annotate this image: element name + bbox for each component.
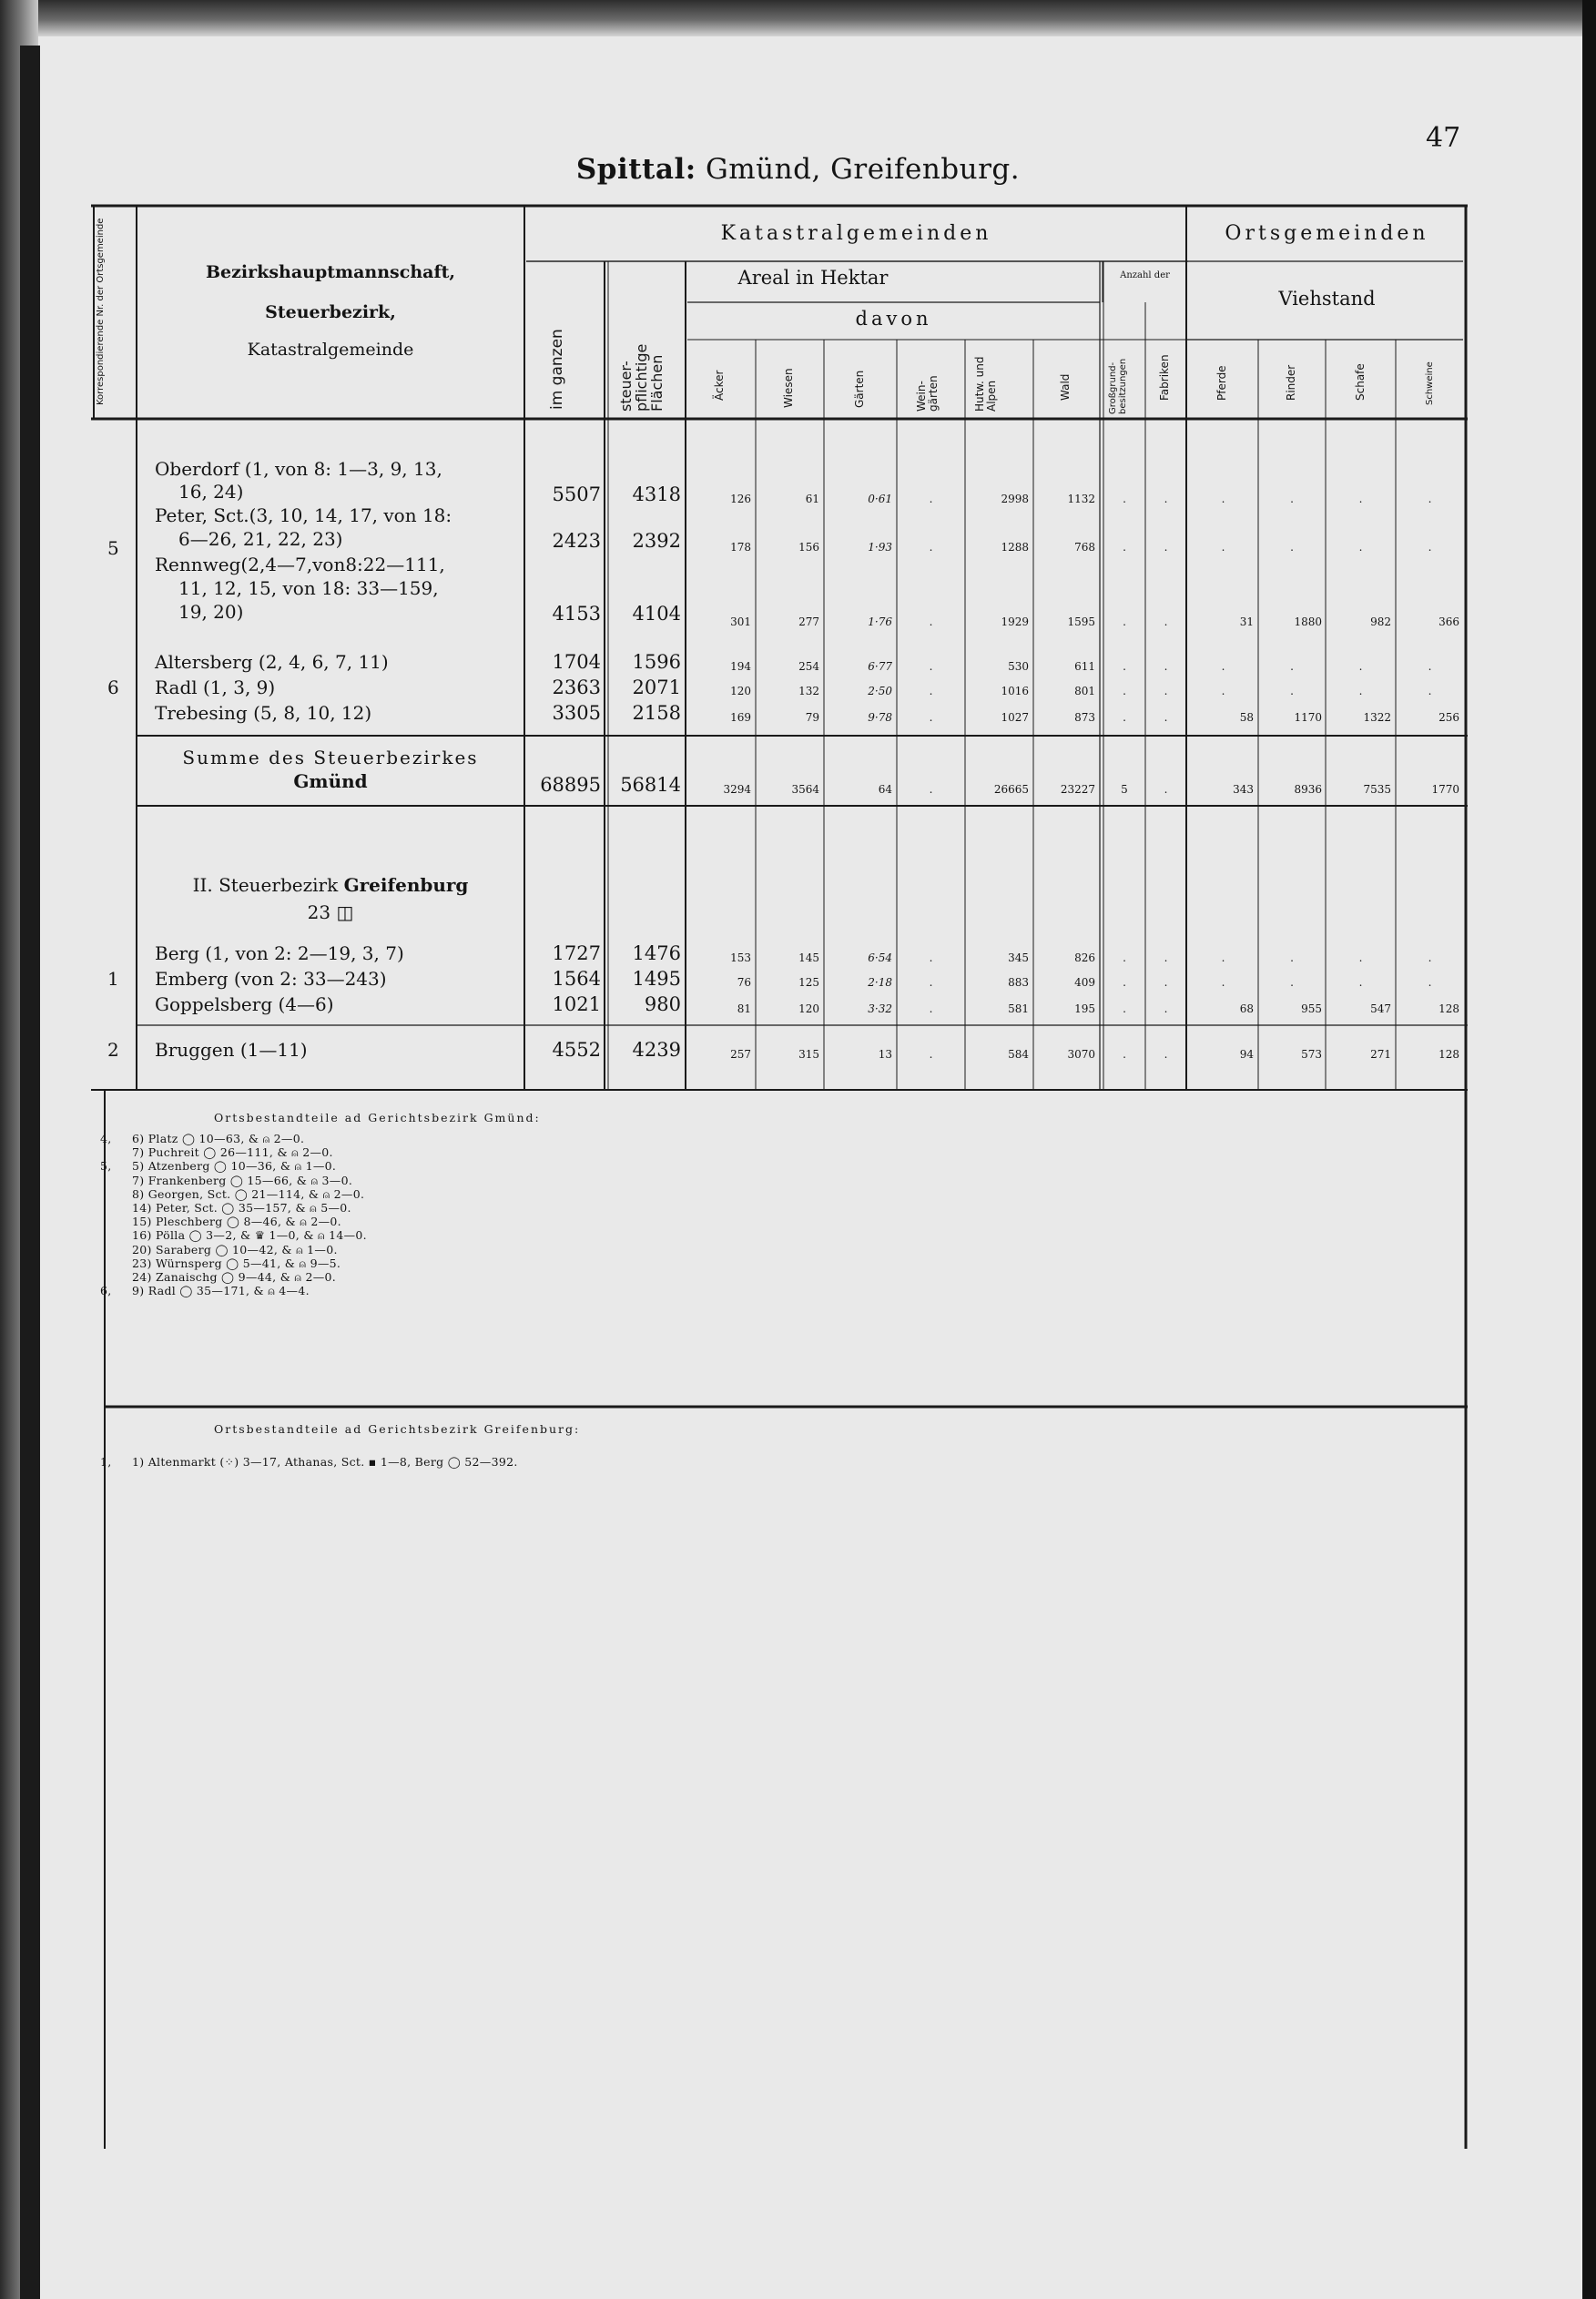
cell-weingaerten: . — [929, 493, 933, 505]
cell-wald: 768 — [1074, 541, 1095, 554]
cell-grossgrund: . — [1123, 1048, 1126, 1061]
cell-hutweiden: 530 — [1008, 660, 1029, 673]
row-name-line: Altersberg (2, 4, 6, 7, 11) — [155, 651, 389, 673]
cell-weingaerten: . — [929, 711, 933, 724]
cell-pferde: . — [1221, 951, 1225, 964]
schweine-header: Schweine — [1425, 361, 1435, 405]
cell-schweine: 1770 — [1431, 783, 1459, 796]
cell-rinder: . — [1290, 541, 1294, 554]
row-name-line: 11, 12, 15, von 18: 33—159, — [178, 577, 439, 599]
cell-wald: 23227 — [1060, 783, 1095, 796]
cell-grossgrund: . — [1123, 493, 1126, 505]
cell-im-ganzen: 1564 — [552, 968, 601, 990]
cell-wiesen: 315 — [798, 1048, 819, 1061]
cell-gaerten: 3·32 — [868, 1002, 892, 1015]
cell-wiesen: 145 — [798, 951, 819, 964]
davon-header: davon — [855, 308, 932, 330]
summary-label: Summe des Steuerbezirkes — [182, 747, 479, 768]
cell-schweine: . — [1428, 976, 1432, 989]
footnote-text: 5) Atzenberg ◯ 10—36, & ⍝ 1—0. — [132, 1159, 337, 1174]
footnote-text: 6) Platz ◯ 10—63, & ⍝ 2—0. — [132, 1132, 305, 1145]
nr-column-header: Korrespondierende Nr. der Ortsgemeinde — [96, 218, 106, 405]
cell-aecker: 3294 — [723, 783, 751, 796]
name-column-header-1: Bezirkshauptmannschaft, — [205, 262, 456, 282]
cell-gaerten: 9·78 — [868, 711, 892, 724]
cell-schafe: 7535 — [1363, 783, 1391, 796]
cell-grossgrund: 5 — [1121, 783, 1128, 796]
row-name-line: Trebesing (5, 8, 10, 12) — [155, 702, 372, 724]
cell-wald: 1595 — [1067, 615, 1095, 628]
cell-wald: 873 — [1074, 711, 1095, 724]
cell-im-ganzen: 1704 — [552, 651, 601, 673]
cell-schweine: . — [1428, 685, 1432, 697]
cell-wald: 826 — [1074, 951, 1095, 964]
cell-fabriken: . — [1164, 951, 1168, 964]
section-title-district: Greifenburg — [343, 874, 469, 896]
cell-grossgrund: . — [1123, 615, 1126, 628]
cell-aecker: 120 — [730, 685, 751, 697]
row-name: Emberg (von 2: 33—243) — [155, 968, 387, 990]
cell-grossgrund: . — [1123, 660, 1126, 673]
cell-wiesen: 132 — [798, 685, 819, 697]
cell-wiesen: 277 — [798, 615, 819, 628]
row-name: Berg (1, von 2: 2—19, 3, 7) — [155, 942, 404, 964]
footnote-text: 1) Altenmarkt (⁘) 3—17, Athanas, Sct. ▪ 1—8, Berg ◯ 52—392. — [132, 1455, 518, 1469]
cell-fabriken: . — [1164, 1048, 1168, 1061]
footnote-text: 20) Saraberg ◯ 10—42, & ⍝ 1—0. — [132, 1242, 338, 1256]
cell-wald: 611 — [1074, 660, 1095, 673]
cell-schweine: . — [1428, 541, 1432, 554]
cell-aecker: 126 — [730, 493, 751, 505]
name-column-header-3: Katastralgemeinde — [247, 340, 414, 360]
cell-schafe: 982 — [1370, 615, 1391, 628]
cell-rinder: . — [1290, 951, 1294, 964]
cell-wald: 801 — [1074, 685, 1095, 697]
cell-rinder: 1170 — [1294, 711, 1322, 724]
cell-pferde: . — [1221, 660, 1225, 673]
steuerpflichtige-header: steuer-pflichtige Flächen — [617, 343, 666, 412]
cell-schafe: . — [1358, 660, 1363, 673]
cell-steuerpflichtig: 2158 — [632, 702, 681, 724]
footnote-heading: Ortsbestandteile ad Gerichtsbezirk Gmünd: — [214, 1111, 541, 1124]
cell-wiesen: 61 — [805, 493, 819, 505]
cell-weingaerten: . — [929, 541, 933, 554]
cell-schafe: . — [1358, 541, 1363, 554]
cell-gaerten: 13 — [878, 1048, 892, 1061]
cell-hutweiden: 2998 — [1001, 493, 1029, 505]
row-name-line: Rennweg(2,4—7,von8:22—111, — [155, 554, 445, 575]
cell-rinder: 8936 — [1294, 783, 1322, 796]
cell-wald: 3070 — [1067, 1048, 1095, 1061]
aecker-header: Äcker — [713, 370, 726, 401]
page-title-district: Spittal: — [575, 153, 696, 186]
cell-grossgrund: . — [1123, 1002, 1126, 1015]
footnote-heading: Ortsbestandteile ad Gerichtsbezirk Greifenburg: — [214, 1422, 581, 1436]
cell-schafe: . — [1358, 976, 1363, 989]
footnote-text: 23) Würnsperg ◯ 5—41, & ⍝ 9—5. — [132, 1256, 341, 1270]
section-title-text: II. Steuerbezirk — [192, 874, 344, 896]
cell-gaerten: 6·54 — [868, 951, 892, 964]
cell-hutweiden: 1288 — [1001, 541, 1029, 554]
cell-im-ganzen: 4153 — [552, 603, 601, 625]
cell-im-ganzen: 1021 — [552, 993, 601, 1015]
cell-pferde: . — [1221, 541, 1225, 554]
row-nr: 6 — [107, 676, 119, 698]
cell-hutweiden: 584 — [1008, 1048, 1029, 1061]
cell-aecker: 153 — [730, 951, 751, 964]
cell-schweine: 128 — [1438, 1002, 1459, 1015]
cell-steuerpflichtig: 2392 — [632, 530, 681, 552]
cell-schafe: 1322 — [1363, 711, 1391, 724]
footnote-text: 14) Peter, Sct. ◯ 35—157, & ⍝ 5—0. — [132, 1201, 351, 1215]
cell-steuerpflichtig: 980 — [644, 993, 681, 1015]
cell-wiesen: 156 — [798, 541, 819, 554]
cell-weingaerten: . — [929, 660, 933, 673]
section-code: 23 ◫ — [307, 901, 354, 923]
cell-grossgrund: . — [1123, 711, 1126, 724]
cell-fabriken: . — [1164, 711, 1168, 724]
cell-pferde: 68 — [1239, 1002, 1254, 1015]
cell-wald: 409 — [1074, 976, 1095, 989]
cell-gaerten: 2·50 — [868, 685, 892, 697]
cell-weingaerten: . — [929, 783, 933, 796]
cell-weingaerten: . — [929, 976, 933, 989]
cell-hutweiden: 345 — [1008, 951, 1029, 964]
row-name-line: 19, 20) — [178, 601, 244, 623]
cell-schafe: 547 — [1370, 1002, 1391, 1015]
cell-fabriken: . — [1164, 783, 1168, 796]
footnote-text: 9) Radl ◯ 35—171, & ⍝ 4—4. — [132, 1284, 310, 1298]
areal-header: Areal in Hektar — [737, 267, 889, 289]
fabriken-header: Fabriken — [1158, 354, 1171, 401]
cell-aecker: 301 — [730, 615, 751, 628]
cell-fabriken: . — [1164, 976, 1168, 989]
footnote-text: 24) Zanaischg ◯ 9—44, & ⍝ 2—0. — [132, 1270, 337, 1284]
cell-rinder: . — [1290, 685, 1294, 697]
cell-aecker: 169 — [730, 711, 751, 724]
cell-schweine: 366 — [1438, 615, 1459, 628]
cell-fabriken: . — [1164, 541, 1168, 554]
footnote-text: 7) Puchreit ◯ 26—111, & ⍝ 2—0. — [132, 1145, 333, 1160]
im-ganzen-header: im ganzen — [548, 329, 566, 410]
cell-weingaerten: . — [929, 615, 933, 628]
cell-im-ganzen: 1727 — [552, 942, 601, 964]
row-nr: 2 — [107, 1039, 119, 1061]
cell-steuerpflichtig: 1476 — [632, 942, 681, 964]
cell-weingaerten: . — [929, 951, 933, 964]
gaerten-header: Gärten — [853, 370, 866, 408]
cell-pferde: 58 — [1239, 711, 1254, 724]
summary-label-district: Gmünd — [293, 770, 368, 792]
cell-rinder: . — [1290, 976, 1294, 989]
footnote-nr: 4, — [100, 1132, 112, 1145]
cell-schweine: 256 — [1438, 711, 1459, 724]
cell-aecker: 178 — [730, 541, 751, 554]
row-name: Bruggen (1—11) — [155, 1039, 308, 1061]
footnote-text: 7) Frankenberg ◯ 15—66, & ⍝ 3—0. — [132, 1173, 353, 1187]
name-column-header-2: Steuerbezirk, — [265, 302, 396, 322]
cell-rinder: . — [1290, 660, 1294, 673]
pferde-header: Pferde — [1215, 365, 1228, 401]
cell-im-ganzen: 2363 — [552, 676, 601, 698]
cell-rinder: 573 — [1301, 1048, 1322, 1061]
cell-schafe: . — [1358, 685, 1363, 697]
cell-gaerten: 64 — [878, 783, 892, 796]
cell-wiesen: 120 — [798, 1002, 819, 1015]
cell-rinder: . — [1290, 493, 1294, 505]
cell-wald: 1132 — [1067, 493, 1095, 505]
cell-im-ganzen: 2423 — [552, 530, 601, 552]
cell-weingaerten: . — [929, 1048, 933, 1061]
cell-pferde: 94 — [1239, 1048, 1254, 1061]
cell-im-ganzen: 5507 — [552, 483, 601, 505]
cell-gaerten: 1·76 — [868, 615, 892, 628]
cell-aecker: 81 — [737, 1002, 751, 1015]
cell-hutweiden: 1027 — [1001, 711, 1029, 724]
cell-schafe: 271 — [1370, 1048, 1391, 1061]
cell-schweine: . — [1428, 660, 1432, 673]
page-number: 47 — [1426, 122, 1461, 154]
footnote-nr: 5, — [100, 1159, 112, 1174]
page-title-subdistricts: Gmünd, Greifenburg. — [696, 153, 1021, 186]
cell-fabriken: . — [1164, 660, 1168, 673]
viehstand-header: Viehstand — [1278, 288, 1376, 310]
cell-gaerten: 0·61 — [868, 493, 892, 505]
cell-steuerpflichtig: 4318 — [632, 483, 681, 505]
cell-steuerpflichtig: 1596 — [632, 651, 681, 673]
cell-hutweiden: 883 — [1008, 976, 1029, 989]
cell-fabriken: . — [1164, 493, 1168, 505]
cell-aecker: 257 — [730, 1048, 751, 1061]
cell-grossgrund: . — [1123, 976, 1126, 989]
footnote-text: 8) Georgen, Sct. ◯ 21—114, & ⍝ 2—0. — [132, 1186, 365, 1201]
cell-pferde: . — [1221, 976, 1225, 989]
grossgrundbesitz-header: Großgrund-besitzungen — [1108, 358, 1128, 414]
cell-pferde: 343 — [1233, 783, 1254, 796]
anzahl-header: Anzahl der — [1120, 270, 1170, 280]
row-name: Goppelsberg (4—6) — [155, 993, 334, 1015]
cell-pferde: . — [1221, 493, 1225, 505]
cell-schafe: . — [1358, 951, 1363, 964]
cell-grossgrund: . — [1123, 685, 1126, 697]
cell-im-ganzen: 3305 — [552, 702, 601, 724]
cell-wiesen: 3564 — [791, 783, 819, 796]
katastralgemeinden-header: Katastralgemeinden — [720, 222, 992, 245]
row-name-line: Radl (1, 3, 9) — [155, 676, 276, 698]
row-nr: 5 — [107, 537, 119, 559]
cell-grossgrund: . — [1123, 541, 1126, 554]
cell-wiesen: 254 — [798, 660, 819, 673]
footnote-nr: 1, — [100, 1455, 112, 1469]
wiesen-header: Wiesen — [782, 368, 795, 408]
cell-hutweiden: 26665 — [993, 783, 1029, 796]
wald-header: Wald — [1059, 373, 1072, 401]
cell-wald: 195 — [1074, 1002, 1095, 1015]
cell-fabriken: . — [1164, 1002, 1168, 1015]
cell-steuerpflichtig: 4239 — [632, 1039, 681, 1061]
cell-aecker: 194 — [730, 660, 751, 673]
cell-gaerten: 6·77 — [868, 660, 892, 673]
cell-im-ganzen: 4552 — [552, 1039, 601, 1061]
section-title — [137, 876, 524, 894]
cell-steuerpflichtig: 1495 — [632, 968, 681, 990]
footnote-nr: 6, — [100, 1284, 112, 1298]
cell-steuerpflichtig: 56814 — [620, 774, 681, 796]
cell-schafe: . — [1358, 493, 1363, 505]
cell-steuerpflichtig: 4104 — [632, 603, 681, 625]
cell-rinder: 1880 — [1294, 615, 1322, 628]
cell-weingaerten: . — [929, 1002, 933, 1015]
cell-gaerten: 2·18 — [868, 976, 892, 989]
footnote-text: 16) Pölla ◯ 3—2, & ♛ 1—0, & ⍝ 14—0. — [132, 1228, 367, 1243]
cell-gaerten: 1·93 — [868, 541, 892, 554]
cell-pferde: . — [1221, 685, 1225, 697]
cell-grossgrund: . — [1123, 951, 1126, 964]
cell-weingaerten: . — [929, 685, 933, 697]
weingaerten-header: Wein-gärten — [915, 375, 940, 412]
footnote-text: 15) Pleschberg ◯ 8—46, & ⍝ 2—0. — [132, 1215, 341, 1229]
cell-hutweiden: 581 — [1008, 1002, 1029, 1015]
row-name-line: Peter, Sct.(3, 10, 14, 17, von 18: — [155, 504, 452, 526]
cell-schweine: . — [1428, 951, 1432, 964]
cell-fabriken: . — [1164, 615, 1168, 628]
cell-pferde: 31 — [1239, 615, 1254, 628]
row-name-line: 6—26, 21, 22, 23) — [178, 528, 343, 550]
rinder-header: Rinder — [1285, 364, 1297, 401]
cell-fabriken: . — [1164, 685, 1168, 697]
hutweiden-alpen-header: Hutw. und Alpen — [973, 356, 998, 412]
row-name-line: 16, 24) — [178, 481, 244, 503]
ortsgemeinden-header: Ortsgemeinden — [1225, 222, 1429, 245]
row-name-line: Oberdorf (1, von 8: 1—3, 9, 13, — [155, 458, 442, 480]
row-nr: 1 — [107, 968, 119, 990]
cell-schweine: . — [1428, 493, 1432, 505]
cell-steuerpflichtig: 2071 — [632, 676, 681, 698]
cell-aecker: 76 — [737, 976, 751, 989]
cell-wiesen: 125 — [798, 976, 819, 989]
cell-schweine: 128 — [1438, 1048, 1459, 1061]
cell-hutweiden: 1929 — [1001, 615, 1029, 628]
cell-wiesen: 79 — [805, 711, 819, 724]
cell-im-ganzen: 68895 — [540, 774, 601, 796]
schafe-header: Schafe — [1354, 363, 1367, 401]
cell-rinder: 955 — [1301, 1002, 1322, 1015]
cell-hutweiden: 1016 — [1001, 685, 1029, 697]
